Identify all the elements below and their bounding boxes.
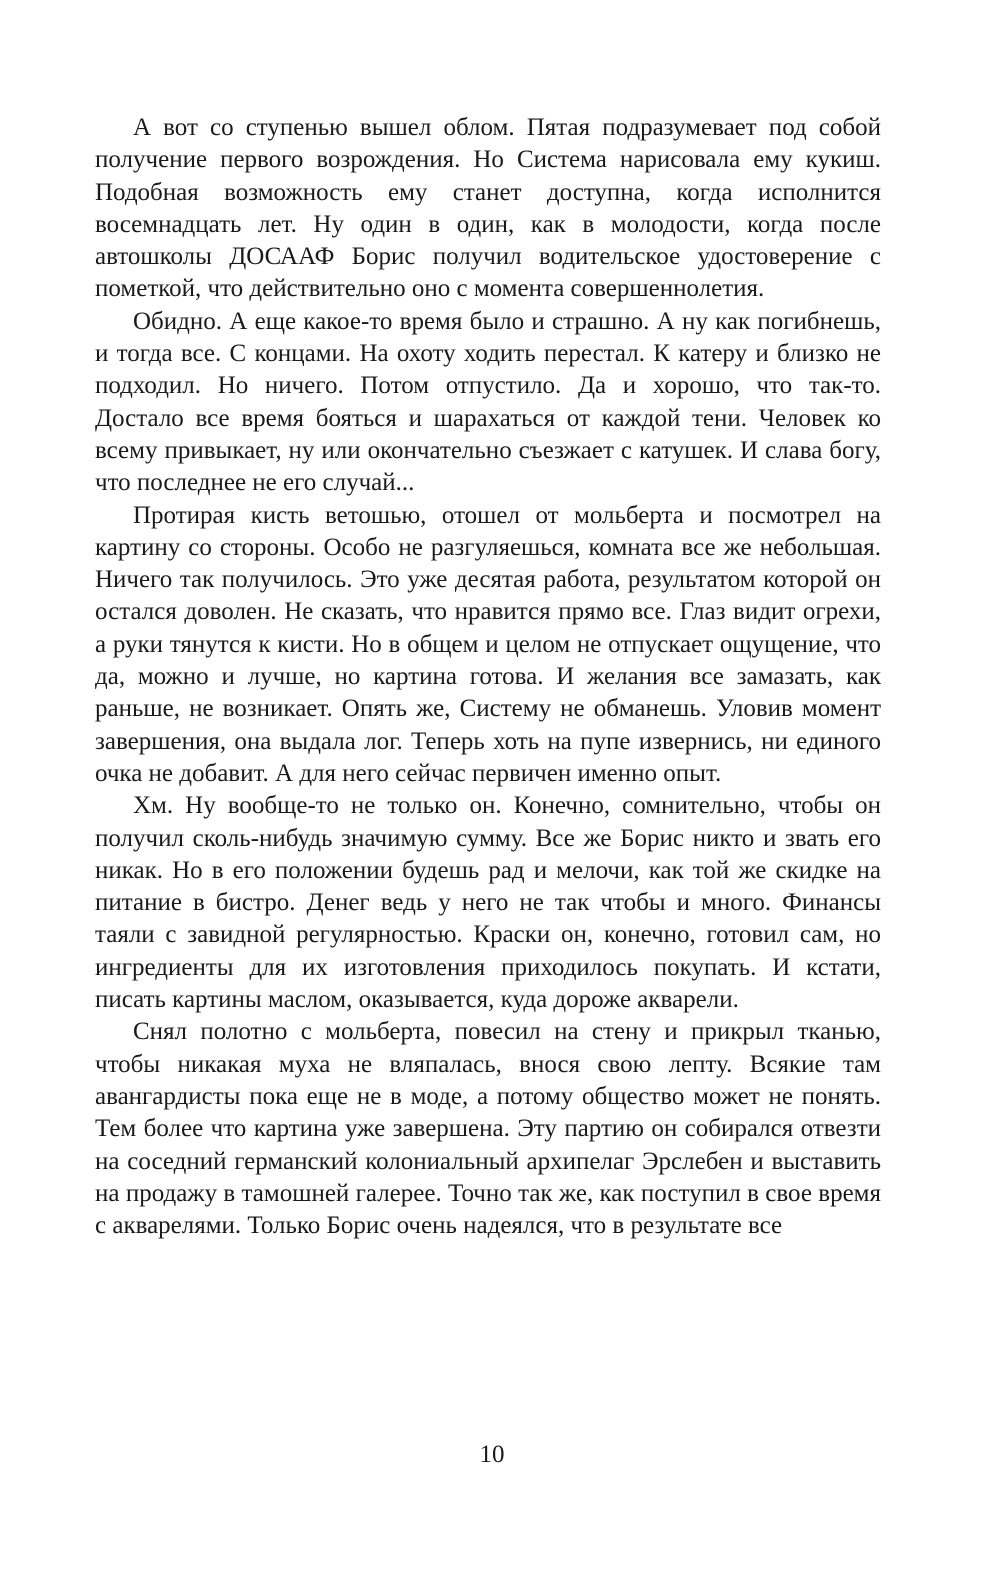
page-number: 10	[479, 1441, 505, 1468]
paragraph-3: Протирая кисть ветошью, отошел от мольберта и посмотрел на картину со стороны. Особо не разгуляешься, комната все же небольшая. Ничего так получилось. Это уже десятая работа, результатом которой он остался доволен. Не сказать, что нравится прямо все. Глаз видит огрехи, а руки тянутся к кисти. Но в общем и целом не отпускает ощущение, что да, можно и лучше, но картина готова. И желания все замазать, как раньше, не возникает. Опять же, Систему не обманешь. Уловив момент завершения, она выдала лог. Теперь хоть на пупе извернись, ни единого очка не добавит. А для него сейчас первичен именно опыт.	[95, 501, 881, 787]
paragraph-4: Хм. Ну вообще-то не только он. Конечно, сомнительно, чтобы он получил сколь-нибудь значимую сумму. Все же Борис никто и звать его никак. Но в его положении будешь рад и мелочи, как той же скидке на питание в бистро. Денег ведь у него не так чтобы и много. Финансы таяли с завидной регулярностью. Краски он, конечно, готовил сам, но ингредиенты для их изготовления приходилось покупать. И кстати, писать картины маслом, оказывается, куда дороже акварели.	[95, 792, 881, 1014]
page-text	[95, 112, 881, 1512]
paragraph-1: А вот со ступенью вышел облом. Пятая подразумевает под собой получение первого возрождения. Но Система нарисовала ему кукиш. Подобная возможность ему станет доступна, когда исполнится восемнадцать лет. Ну один в один, как в молодости, когда после автошколы ДОСААФ Борис получил водительское удостоверение с пометкой, что действительно оно с момента совершеннолетия.	[95, 114, 881, 303]
paragraph-5: Снял полотно с мольберта, повесил на стену и прикрыл тканью, чтобы никакая муха не вляпалась, внося свою лепту. Всякие там авангардисты пока еще не в моде, а потому общество может не понять. Тем более что картина уже завершена. Эту партию он собирался отвезти на соседний германский колониальный архипелаг Эрслебен и выставить на продажу в тамошней галерее. Точно так же, как поступил в свое время с акварелями. Только Борис очень надеялся, что в результате все	[95, 1018, 881, 1240]
paragraph-2: Обидно. А еще какое-то время было и страшно. А ну как погибнешь, и тогда все. С концами. На охоту ходить перестал. К катеру и близко не подходил. Но ничего. Потом отпустило. Да и хорошо, что так-то. Достало все время бояться и шарахаться от каждой тени. Человек ко всему привыкает, ну или окончательно съезжает с катушек. И слава богу, что последнее не его случай...	[95, 307, 881, 497]
